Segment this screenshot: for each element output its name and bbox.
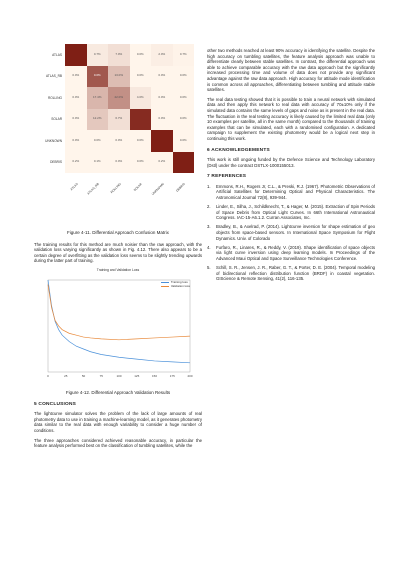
x-tick-label: 25 — [64, 373, 68, 378]
x-tick-label: 100 — [116, 373, 122, 378]
cm-cell: 0.0% — [87, 66, 109, 88]
cm-cell: 6.7% — [108, 109, 130, 131]
confusion-matrix-figure — [34, 44, 202, 226]
cm-cell: 0.0% — [65, 66, 87, 88]
cm-row-label: ROLLING — [48, 95, 62, 100]
cm-col-label: DEBRIS — [175, 182, 187, 193]
cm-col-label: ATLAS — [69, 182, 79, 192]
cm-cell: 0.0% — [108, 130, 130, 152]
reference-text: Schill, S. R., Jensen, J. R., Raber, G. T., & Porter, D. E. (2004). Temporal modeling of bidirectional reflection distribution function (BRDF) in coastal vegetation. GIScience & Remote Sensing, 41(2), 116-135. — [216, 265, 375, 282]
cm-cell: 12.2% — [87, 109, 109, 131]
cm-cell: 0.7% — [87, 44, 109, 66]
cm-cell: 0.7% — [173, 44, 195, 66]
section-6-heading: 6 ACKNOWLEDGEMENTS — [207, 147, 270, 153]
reference-text: Linder, E., Silha, J., Schildknecht, T., & Hager, M. (2015). Extraction of Spin Periods of Space Debris from Optical Light Curves. In 66th International Astronautical Congress. IAC-15-A6.1.2. Curran Associates, Inc. — [216, 204, 375, 221]
reference-number: 1. — [207, 183, 211, 189]
reference-item — [207, 245, 375, 262]
section-5-heading: 5 CONCLUSIONS — [34, 401, 77, 407]
cm-cell: 0.0% — [151, 66, 173, 88]
reference-number: 3. — [207, 224, 211, 230]
right-column — [207, 48, 375, 285]
x-tick-label: 200 — [187, 373, 193, 378]
x-tick-label: 50 — [81, 373, 86, 378]
reference-number: 2. — [207, 204, 211, 210]
cm-cell: 0.0% — [130, 130, 152, 152]
figure-4-11-caption: Figure 4-11. Differential Approach Confusion Matrix — [67, 230, 169, 235]
left-column — [34, 44, 202, 453]
legend-swatch-validation — [161, 286, 169, 287]
cm-cell: 0.0% — [173, 66, 195, 88]
cm-cell — [130, 109, 152, 131]
cm-cell — [65, 44, 87, 66]
legend-swatch-training — [161, 282, 169, 283]
reference-text: Emmons, R.H., Rogers Jr, C.L., & Preski, R.J. (1967). Photometric Observations of Artificial Satellites for Determining Optical and Physical Characteristics. The Astronomical Journal 72(8), 939-944. — [216, 183, 375, 201]
x-tick-label: 75 — [99, 373, 103, 378]
figure-4-12-caption: Figure 4-12. Differential Approach Validation Results — [65, 389, 171, 395]
reference-number: 5. — [207, 265, 211, 270]
acknowledgements-paragraph: This work is still ongoing funded by the Defence Science and Technology Laboratory (Dstl) under the contract DSTLX-1000155013. — [207, 157, 375, 168]
plot-frame — [48, 280, 190, 372]
cm-cell: 0.0% — [65, 130, 87, 152]
paragraph-methods-comparison: other two methods reached at least 90% accuracy in identifying the satellite. Despite the high accuracy on tumbling satellites, the feature analysis approach was unable to differentiate clearly between stable satellites. In contrast, the differential approach was able to achieve comparable accuracy with the raw data approach but the significantly increased processing time and volume of data does not provide any significant advantage against the raw data approach. High accuracy for attitude mode identification is common across all approaches, differentiating between tumbling and attitude stable satellites. — [207, 48, 375, 93]
cm-cell: 0.0% — [173, 109, 195, 131]
cm-cell: 0.2% — [151, 152, 173, 174]
reference-number: 4. — [207, 244, 211, 250]
cm-row-label: ATLAS_RB — [45, 74, 62, 79]
cm-cell: 17.4% — [87, 87, 109, 109]
reference-item — [207, 184, 375, 201]
cm-cell — [151, 130, 173, 152]
conclusions-paragraph-2: The three approaches considered achieved reasonable accuracy, in particular the feature analysis performed best on the classification of tumbling satellites, while the — [34, 437, 202, 449]
cm-cell: 13.0% — [108, 66, 130, 88]
cm-row-label: SOLAR — [51, 117, 62, 122]
x-tick-label: 125 — [134, 373, 140, 378]
cm-cell: 0.2% — [65, 152, 87, 174]
cm-cell: 0.0% — [87, 130, 109, 152]
legend-item-validation — [161, 284, 190, 288]
legend-label-training: Training loss — [170, 279, 188, 284]
reference-item — [207, 265, 375, 282]
reference-item — [207, 224, 375, 241]
cm-row-label: DEBRIS — [50, 160, 62, 165]
reference-text: Furfaro, R., Linares, R., & Reddy, V. (2019). Shape identification of space objects via light curve inversion using deep learning models. In Proceedings of the Advanced Maui Optical and Space Surveillance Technologies Conference. — [216, 244, 375, 261]
x-tick-label: 175 — [169, 373, 175, 378]
training-loss-line — [48, 280, 190, 363]
cm-cell: 0.1% — [87, 152, 109, 174]
chart-title: Training and Validation Loss — [96, 267, 140, 272]
cm-cell: 0.0% — [130, 44, 152, 66]
cm-cell: 0.0% — [65, 109, 87, 131]
cm-cell: 4.0% — [130, 87, 152, 109]
conclusions-paragraph-1: The lightcurve simulator solves the problem of the lack of large amounts of real photometry data to use in training a machine-learning model, as it generates photometry data similar to the real data with enough variability to consider a huge number of conditions. — [34, 411, 202, 433]
cm-cell: 0.0% — [151, 109, 173, 131]
cm-col-label: SOLAR — [133, 182, 144, 193]
cm-cell: 22.0% — [108, 87, 130, 109]
cm-cell: 0.0% — [151, 87, 173, 109]
cm-col-label: ROLLING — [109, 182, 122, 195]
section-7-heading: 7 REFERENCES — [207, 174, 247, 180]
validation-loss-line — [48, 285, 190, 340]
cm-cell: 0.0% — [65, 87, 87, 109]
reference-text: Bradley, B., & Axelrad, P. (2014). Lightcurve inversion for shape estimation of geo objects from space-based sensors. In International Space Symposium for Flight Dynamics. Univ. of Colorado — [216, 224, 375, 241]
cm-cell: 0.0% — [108, 152, 130, 174]
reference-item — [207, 204, 375, 221]
cm-col-label: ATLAS_RB — [86, 182, 101, 196]
loss-chart-svg — [40, 274, 196, 382]
cm-cell: 0.0% — [173, 87, 195, 109]
x-tick-label: 0 — [47, 373, 49, 378]
cm-cell: 7.0% — [108, 44, 130, 66]
cm-cell: 0.0% — [130, 152, 152, 174]
loss-chart-figure — [34, 268, 202, 386]
chart-legend — [161, 280, 190, 288]
cm-grid — [65, 44, 194, 173]
cm-cell: 0.0% — [173, 130, 195, 152]
cm-cell: 2.0% — [151, 44, 173, 66]
cm-col-label: UNKNOWN — [150, 182, 165, 197]
reference-list — [207, 184, 375, 282]
cm-row-label: UNKNOWN — [45, 138, 62, 143]
paragraph-training-results: The training results for this method are much noisier than the raw approach, with the validation loss varying significantly as shown in Fig. 4.12. There also appears to be a certain degree of overfitting as the validation loss seems to be slightly trending upwards during the latter part of training. — [34, 241, 202, 264]
cm-cell: 0.0% — [130, 66, 152, 88]
x-tick-label: 150 — [151, 373, 158, 378]
legend-label-validation: Validation loss — [170, 283, 190, 288]
cm-row-label: ATLAS — [52, 52, 62, 57]
cm-cell — [173, 152, 195, 174]
paragraph-real-data-testing: The real data testing showed that it is possible to train a neural network with simulated data and then apply this network to real data with accuracy of 70±10% only if the simulated data contains the same levels of gaps and noise as is present in the real data. The fluctuation in the real testing accuracy is likely caused by the limited real data (only 10 examples per satellite, all in the same month) compared to the thousands of training examples that can be simulated, each with a randomised configuration. A dedicated campaign to supplement the existing photometry would be a logical next step in continuing this work. — [207, 96, 375, 141]
